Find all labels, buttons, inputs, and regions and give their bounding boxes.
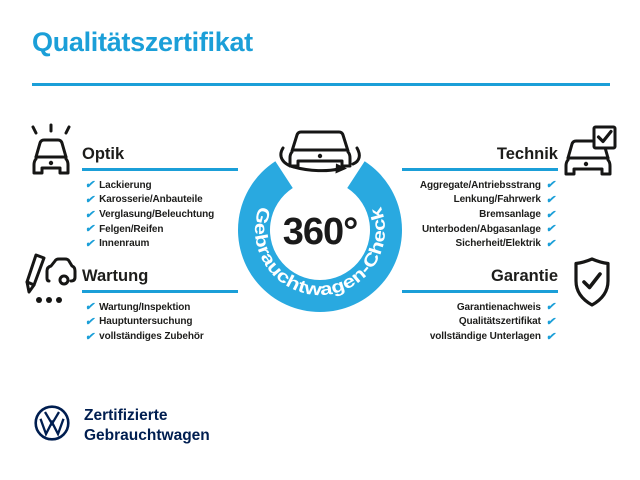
title-divider [32, 83, 610, 86]
technik-checklist [402, 171, 558, 253]
shield-check-icon [568, 255, 616, 311]
check-icon: ✔ [85, 223, 95, 236]
list-item [402, 223, 555, 238]
sparkling-car-icon [24, 123, 78, 179]
360-check-badge [230, 120, 410, 315]
check-icon: ✔ [545, 330, 555, 343]
page-title: Qualitätszertifikat [32, 27, 253, 57]
list-item-label: vollständige Unterlagen [429, 330, 541, 342]
list-item [85, 179, 238, 194]
section-underline [82, 290, 238, 293]
check-icon: ✔ [545, 301, 555, 314]
check-icon: ✔ [85, 301, 95, 314]
section-wartung-title: Wartung [82, 267, 149, 285]
list-item-label: Felgen/Reifen [99, 223, 164, 235]
car-checkbox-icon [561, 124, 619, 178]
check-icon: ✔ [545, 179, 555, 192]
check-icon: ✔ [545, 238, 555, 251]
section-garantie-title: Garantie [491, 267, 558, 285]
badge-value: 360° [282, 211, 358, 253]
list-item [85, 223, 238, 238]
check-icon: ✔ [85, 330, 95, 343]
list-item-label: Wartung/Inspektion [99, 301, 191, 313]
list-item [402, 179, 555, 194]
list-item [85, 208, 238, 223]
list-item [85, 301, 238, 316]
car-rotation-icon [281, 132, 359, 174]
list-item [402, 193, 555, 208]
list-item [402, 330, 555, 345]
check-icon: ✔ [85, 179, 95, 192]
brand-claim [84, 406, 210, 445]
brand-claim-line1: Zertifizierte [84, 407, 168, 424]
list-item-label: Unterboden/Abgasanlage [421, 223, 541, 235]
section-optik-title: Optik [82, 145, 125, 163]
pen-car-checklist-icon [22, 253, 78, 309]
section-garantie [402, 267, 558, 345]
list-item-label: Innenraum [99, 238, 150, 250]
list-item-label: Karosserie/Anbauteile [99, 194, 203, 206]
section-underline [82, 168, 238, 171]
list-item [85, 193, 238, 208]
section-wartung [82, 267, 238, 345]
section-technik [402, 145, 558, 252]
garantie-checklist [402, 293, 558, 345]
list-item [402, 208, 555, 223]
list-item [85, 315, 238, 330]
list-item-label: Lenkung/Fahrwerk [453, 194, 541, 206]
badge-arc-label: Gebrauchtwagen-Check [250, 204, 390, 300]
wartung-checklist [82, 301, 238, 345]
check-icon: ✔ [545, 223, 555, 236]
list-item-label: Sicherheit/Elektrik [455, 238, 541, 250]
list-item [402, 315, 555, 330]
list-item [402, 301, 555, 316]
section-optik [82, 145, 238, 252]
vw-logo [33, 404, 71, 442]
list-item [85, 237, 238, 252]
check-icon: ✔ [85, 194, 95, 207]
section-technik-title: Technik [496, 145, 558, 163]
brand-claim-line2: Gebrauchtwagen [84, 426, 210, 444]
check-icon: ✔ [545, 208, 555, 221]
list-item-label: Garantienachweis [456, 301, 541, 313]
list-item [85, 330, 238, 345]
check-icon: ✔ [85, 316, 95, 329]
check-icon: ✔ [85, 238, 95, 251]
list-item-label: Hauptuntersuchung [99, 316, 193, 328]
optik-checklist [82, 179, 238, 253]
list-item-label: Qualitätszertifikat [458, 316, 541, 328]
check-icon: ✔ [545, 194, 555, 207]
check-icon: ✔ [545, 316, 555, 329]
list-item-label: Bremsanlage [479, 208, 541, 220]
list-item-label: Lackierung [99, 179, 152, 191]
list-item [402, 237, 555, 252]
list-item-label: Verglasung/Beleuchtung [99, 208, 215, 220]
list-item-label: vollständiges Zubehör [99, 330, 204, 342]
list-item-label: Aggregate/Antriebsstrang [419, 179, 541, 191]
check-icon: ✔ [85, 208, 95, 221]
